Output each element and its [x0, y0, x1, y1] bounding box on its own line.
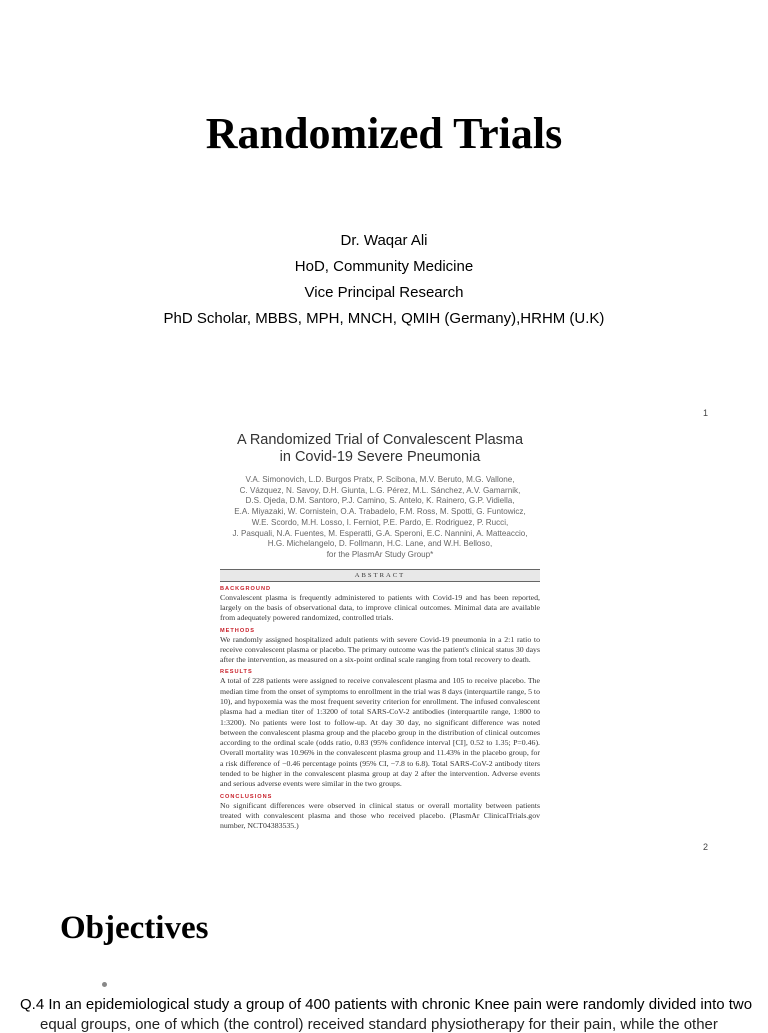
page-number: 1 [702, 408, 708, 418]
slide-title: Randomized Trials [205, 109, 563, 158]
question-text: Q.4 In an epidemiological study a group of 400 patients with chronic Knee pain were randomly divided into two [20, 996, 753, 1013]
page-number: 2 [702, 842, 708, 852]
author-qualifications: PhD Scholar, MBBS, MPH, MNCH, QMIH (Germany),HRHM (U.K) [163, 310, 605, 327]
slide-heading: Objectives [60, 910, 209, 946]
author-line: W.E. Scordo, M.H. Losso, I. Ferniot, P.E. Pardo, E. Rodriguez, P. Rucci, [251, 517, 509, 527]
author-position: HoD, Community Medicine [294, 258, 474, 275]
section-heading-background: BACKGROUND [220, 585, 272, 592]
paper-title-line: A Randomized Trial of Convalescent Plasma [236, 432, 524, 448]
section-heading-results: RESULTS [220, 669, 253, 676]
section-text-results: A total of 228 patients were assigned to receive convalescent plasma and 105 to receive placebo. The median time from the onset of symptoms to enrollment in the trial was 8 days (interquartile range, 5 to 10), and hypoxemia was the most frequent severity criterion for enrollment. The infused convalescent plasma had a median titer of 1:3200 of total SARS-CoV-2 antibodies (interquartile range, 1:800 to 1:3200). No patients were lost to follow-up. At day 30 day, no significant difference was noted between the convalescent plasma group and the placebo group in the distribution of clinical outcomes according to the ordinal scale (odds ratio, 0.83 (95% confidence interval [CI], 0.52 to 1.35; P=0.46). Overall mortality was 10.96% in the convalescent plasma group and 11.43% in the placebo group, for a risk difference of −0.46 percentage points (95% CI, −7.8 to 6.8). Total SARS-CoV-2 antibody titers tended to be higher in the convalescent plasma group at day 2 after the intervention. Adverse events and serious adverse events were similar in the two groups. [220, 676, 540, 789]
title-slide [0, 0, 768, 418]
author-line: H.G. Michelangelo, D. Follmann, H.C. Lane, and W.H. Belloso, [267, 539, 493, 549]
paper-title-line: in Covid-19 Severe Pneumonia [279, 449, 481, 465]
author-line: for the PlasmAr Study Group* [326, 549, 434, 559]
author-name: Dr. Waqar Ali [340, 232, 428, 249]
section-text-methods: We randomly assigned hospitalized adult patients with severe Covid-19 pneumonia in a 2:1 ratio to receive convalescent plasma or placebo. The primary outcome was the patient's clinical status 30 days after the intervention, as measured on a six-point ordinal scale ranging from total recovery to death. [220, 634, 540, 665]
author-line: J. Pasquali, N.A. Fuentes, M. Esperatti, G.A. Speroni, E.C. Nannini, A. Matteaccio, [232, 528, 528, 538]
author-role: Vice Principal Research [304, 284, 464, 301]
author-line: V.A. Simonovich, L.D. Burgos Pratx, P. Scibona, M.V. Beruto, M.G. Vallone, [245, 475, 515, 484]
author-line: D.S. Ojeda, D.M. Santoro, P.J. Camino, S. Antelo, K. Rainero, G.P. Vidiella, [245, 496, 515, 506]
paper-authors [220, 475, 540, 561]
paper-title [220, 432, 540, 466]
bullet-dot [102, 982, 107, 987]
paper-snippet [220, 432, 540, 832]
section-text-background: Convalescent plasma is frequently administered to patients with Covid-19 and has been reported, largely on the basis of observational data, to improve clinical outcomes. Minimal data are available from adequately powered randomized, controlled trials. [220, 592, 540, 623]
section-heading-methods: METHODS [220, 627, 255, 634]
author-line: C. Vázquez, N. Savoy, D.H. Giunta, L.G. Pérez, M.L. Sánchez, A.V. Gamarnik, [239, 485, 521, 495]
section-heading-conclusions: CONCLUSIONS [220, 793, 273, 800]
question-text-continued: equal groups, one of which (the control) received standard physiotherapy for their pain, while the other [40, 1016, 718, 1033]
objectives-slide [0, 870, 768, 1033]
author-line: E.A. Miyazaki, W. Cornistein, O.A. Trabadelo, F.M. Ross, M. Spotti, G. Funtowicz, [234, 507, 526, 517]
paper-slide [0, 400, 768, 870]
abstract-header: ABSTRACT [220, 569, 540, 582]
section-text-conclusions: No significant differences were observed in clinical status or overall mortality between patients treated with convalescent plasma and those who received placebo. (PlasmAr ClinicalTrials.gov number, NCT04383535.) [220, 800, 540, 831]
